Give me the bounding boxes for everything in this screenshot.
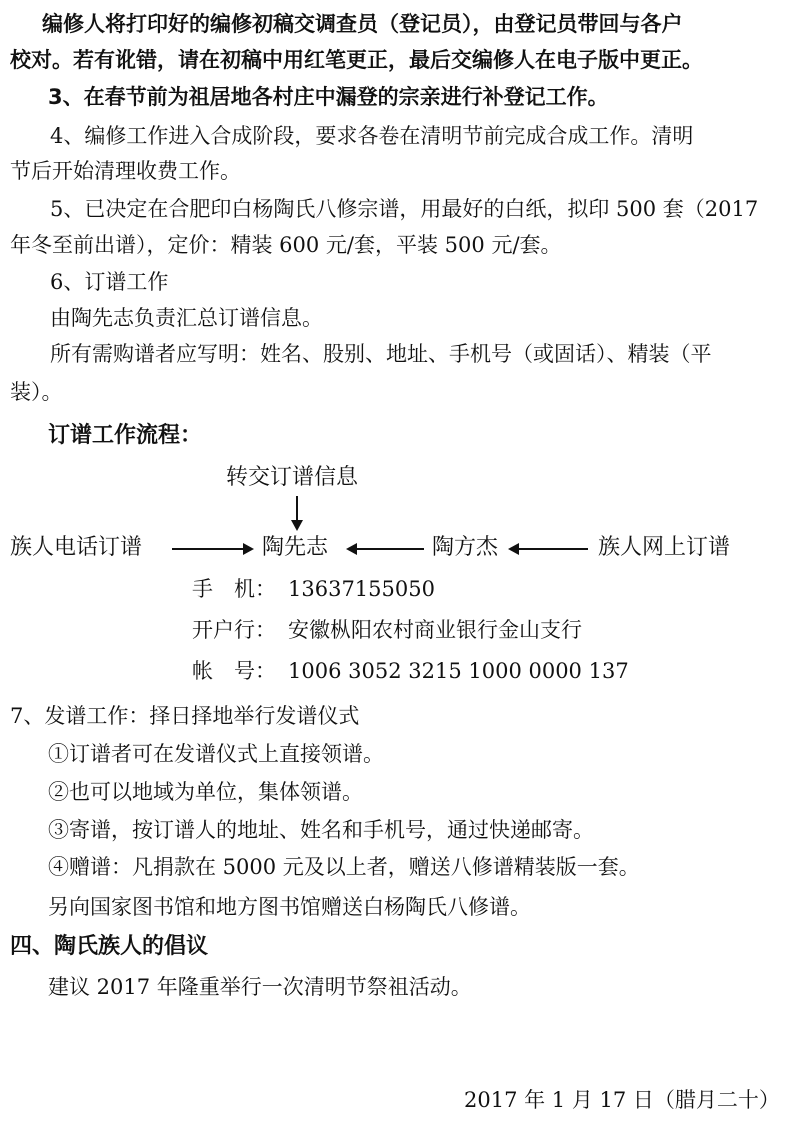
item-7-s5: 另向国家图书馆和地方图书馆赠送白杨陶氏八修谱。 <box>48 895 531 919</box>
bank-label: 开户行： <box>192 618 276 642</box>
document-date: 2017 年 1 月 17 日（腊月二十） <box>464 1088 780 1112</box>
contact-phone <box>192 575 435 603</box>
account-value: 1006 3052 3215 1000 0000 137 <box>288 659 629 683</box>
item-7-title: 7、发谱工作：择日择地举行发谱仪式 <box>10 704 360 728</box>
flow-center-node: 陶先志 <box>262 535 329 560</box>
item-4-line2: 节后开始清理收费工作。 <box>10 159 241 183</box>
section-4-text: 建议 2017 年隆重举行一次清明节祭祖活动。 <box>48 975 472 999</box>
flow-arrow-middle-to-center <box>348 548 424 550</box>
contact-bank <box>192 616 582 644</box>
flow-top-node: 转交订谱信息 <box>226 465 359 490</box>
section-4-title: 四、陶氏族人的倡议 <box>10 934 209 959</box>
item-6-a: 由陶先志负责汇总订谱信息。 <box>50 306 323 330</box>
paragraph-line: 校对。若有讹错，请在初稿中用红笔更正，最后交编修人在电子版中更正。 <box>10 48 703 72</box>
item-5-line1: 5、已决定在合肥印白杨陶氏八修宗谱，用最好的白纸，拟印 500 套（2017 <box>50 197 759 221</box>
flow-right-node: 族人网上订谱 <box>598 535 731 560</box>
flow-arrow-right-to-middle <box>510 548 588 550</box>
flow-down-arrow <box>296 496 298 528</box>
contact-account <box>192 657 629 685</box>
item-7-s2: ②也可以地域为单位，集体领谱。 <box>48 780 363 804</box>
item-3: 3、在春节前为祖居地各村庄中漏登的宗亲进行补登记工作。 <box>48 85 609 109</box>
paragraph-line: 编修人将打印好的编修初稿交调查员（登记员），由登记员带回与各户 <box>42 12 683 36</box>
item-7-s4: ④赠谱：凡捐款在 5000 元及以上者，赠送八修谱精装版一套。 <box>48 855 640 879</box>
flow-middle-node: 陶方杰 <box>432 535 499 560</box>
phone-value: 13637155050 <box>288 577 435 601</box>
item-7-s3: ③寄谱，按订谱人的地址、姓名和手机号，通过快递邮寄。 <box>48 818 594 842</box>
item-6-b-line2: 装）。 <box>10 380 63 404</box>
bank-value: 安徽枞阳农村商业银行金山支行 <box>288 618 582 642</box>
account-label: 帐 号： <box>192 659 276 683</box>
item-4-line1: 4、编修工作进入合成阶段，要求各卷在清明节前完成合成工作。清明 <box>50 124 694 148</box>
item-7-s1: ①订谱者可在发谱仪式上直接领谱。 <box>48 742 384 766</box>
flow-left-node: 族人电话订谱 <box>10 535 143 560</box>
flow-title: 订谱工作流程： <box>48 423 203 448</box>
phone-label: 手 机： <box>192 577 276 601</box>
item-6-title: 6、订谱工作 <box>50 270 169 294</box>
item-5-line2: 年冬至前出谱），定价：精装 600 元/套，平装 500 元/套。 <box>10 233 562 257</box>
item-6-b-line1: 所有需购谱者应写明：姓名、股别、地址、手机号（或固话）、精装（平 <box>50 342 712 366</box>
flow-arrow-left-to-center <box>172 548 252 550</box>
